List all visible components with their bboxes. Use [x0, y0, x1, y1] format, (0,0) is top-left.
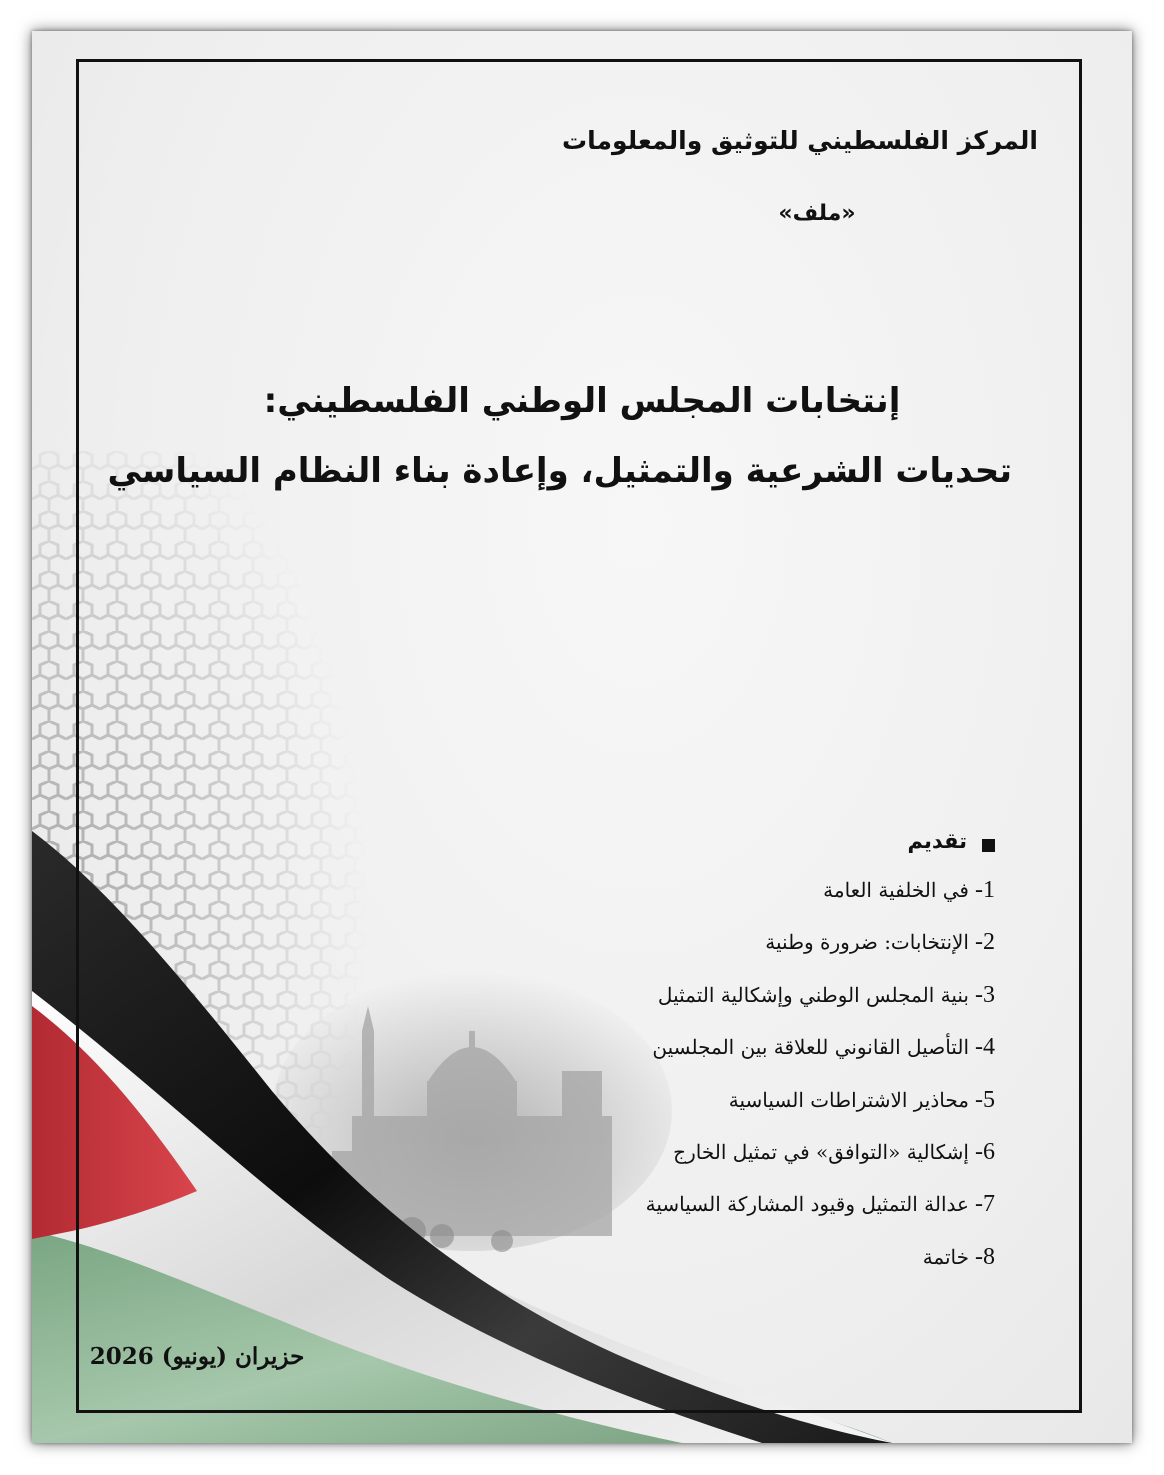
- toc-item-label: إشكالية «التوافق» في تمثيل الخارج: [673, 1139, 969, 1164]
- toc-heading: تقديم: [907, 829, 967, 853]
- toc-item-number: 6-: [975, 1138, 995, 1165]
- toc-item-label: في الخلفية العامة: [823, 878, 969, 902]
- toc-item: [475, 1033, 995, 1085]
- organization-name: المركز الفلسطيني للتوثيق والمعلومات: [562, 126, 1038, 155]
- table-of-contents: [475, 876, 995, 1295]
- publication-date: حزيران (يونيو) 2026: [89, 1343, 305, 1370]
- toc-item-number: 7-: [975, 1191, 995, 1218]
- title-line-2: تحديات الشرعية والتمثيل، وإعادة بناء النظام السياسي: [107, 451, 1012, 491]
- toc-item-label: بنية المجلس الوطني وإشكالية التمثيل: [657, 982, 969, 1007]
- toc-item-label: عدالة التمثيل وقيود المشاركة السياسية: [645, 1192, 969, 1217]
- toc-item: [475, 1243, 995, 1295]
- toc-item-label: التأصيل القانوني للعلاقة بين المجلسين: [652, 1035, 969, 1060]
- title-line-1: إنتخابات المجلس الوطني الفلسطيني:: [263, 381, 901, 421]
- toc-item-number: 4-: [975, 1034, 995, 1061]
- toc-item-label: الإنتخابات: ضرورة وطنية: [765, 930, 969, 955]
- toc-item-number: 8-: [975, 1243, 995, 1270]
- toc-item-number: 2-: [975, 929, 995, 956]
- toc-item: [475, 1190, 995, 1242]
- square-bullet-icon: [982, 839, 995, 852]
- toc-item-number: 1-: [975, 877, 995, 903]
- toc-item: [475, 1138, 995, 1190]
- toc-item-number: 3-: [975, 981, 995, 1008]
- toc-item: [475, 1086, 995, 1138]
- toc-item: [475, 928, 995, 980]
- document-type: «ملف»: [778, 201, 856, 226]
- toc-item-label: خاتمة: [922, 1244, 969, 1269]
- toc-item: [475, 876, 995, 928]
- toc-item-number: 5-: [975, 1086, 995, 1113]
- document-page: [32, 31, 1132, 1443]
- toc-item: [475, 981, 995, 1033]
- toc-item-label: محاذير الاشتراطات السياسية: [728, 1087, 969, 1112]
